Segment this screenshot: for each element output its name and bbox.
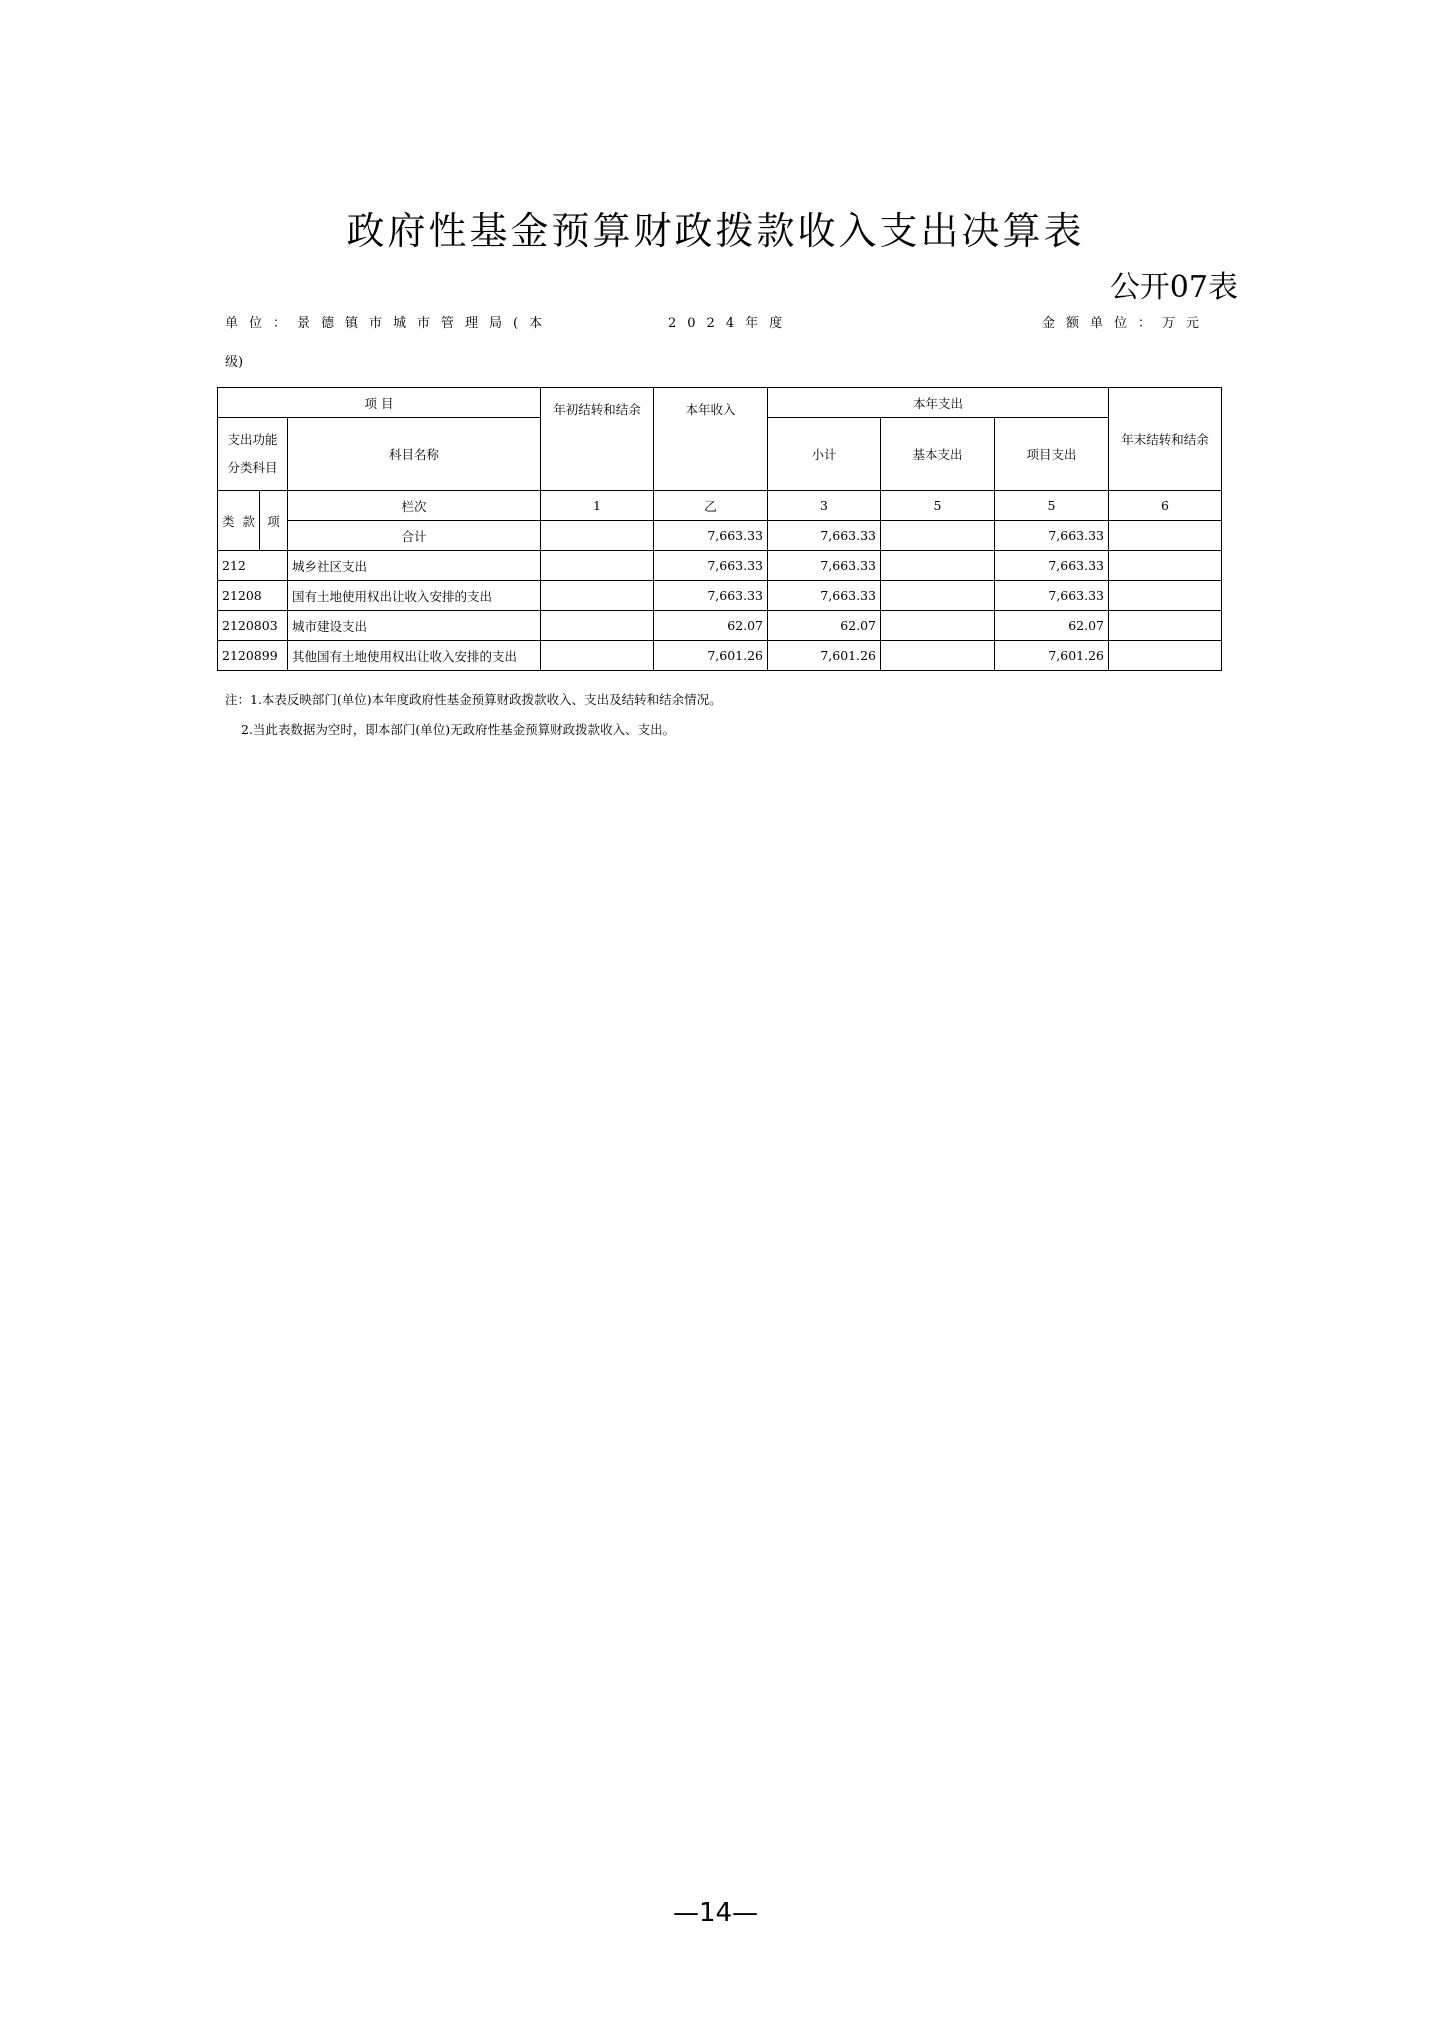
row-basic (881, 551, 995, 581)
unit-label-continued: 级) (225, 355, 244, 370)
row-subtotal: 7,601.26 (768, 641, 881, 671)
total-subtotal: 7,663.33 (768, 521, 881, 551)
header-lei: 类 (222, 513, 235, 529)
header-subject-name: 科目名称 (288, 418, 541, 491)
header-current-income: 本年收入 (654, 388, 768, 491)
row-name: 城市建设支出 (288, 611, 541, 641)
fiscal-year: 2024年度 (668, 316, 794, 331)
row-subtotal: 62.07 (768, 611, 881, 641)
total-label: 合计 (288, 521, 541, 551)
header-current-expenditure: 本年支出 (768, 388, 1109, 418)
total-opening (541, 521, 654, 551)
row-project: 7,663.33 (995, 581, 1109, 611)
row-closing (1109, 581, 1222, 611)
form-code: 公开07表 (1109, 270, 1238, 305)
header-lei-kuan (218, 491, 260, 551)
report-title: 政府性基金预算财政拨款收入支出决算表 (346, 209, 1085, 253)
col-num-2: 乙 (654, 491, 768, 521)
total-closing (1109, 521, 1222, 551)
row-code: 2120899 (218, 641, 288, 671)
table-notes (225, 685, 722, 745)
total-row (218, 521, 1222, 551)
col-num-1: 1 (541, 491, 654, 521)
header-func-class-line1: 支出功能 (227, 432, 278, 447)
row-name: 城乡社区支出 (288, 551, 541, 581)
header-column-index: 栏次 (288, 491, 541, 521)
total-basic (881, 521, 995, 551)
row-closing (1109, 641, 1222, 671)
header-project: 项 目 (218, 388, 541, 418)
row-income: 7,663.33 (654, 581, 768, 611)
header-kuan: 款 (242, 513, 255, 529)
note-1: 注：1.本表反映部门(单位)本年度政府性基金预算财政拨款收入、支出及结转和结余情况。 (225, 692, 722, 707)
header-opening-balance: 年初结转和结余 (541, 388, 654, 491)
header-row-1 (218, 388, 1222, 418)
row-basic (881, 581, 995, 611)
row-project: 7,663.33 (995, 551, 1109, 581)
budget-table (217, 387, 1222, 671)
header-closing-balance: 年末结转和结余 (1109, 388, 1222, 491)
header-xiang: 项 (260, 491, 288, 551)
col-num-5: 5 (995, 491, 1109, 521)
col-num-3: 3 (768, 491, 881, 521)
table-row (218, 641, 1222, 671)
row-code: 2120803 (218, 611, 288, 641)
header-func-class-line2: 分类科目 (227, 460, 278, 475)
row-subtotal: 7,663.33 (768, 581, 881, 611)
header-func-class (218, 418, 288, 491)
row-code: 212 (218, 551, 288, 581)
col-num-6: 6 (1109, 491, 1222, 521)
row-closing (1109, 551, 1222, 581)
row-basic (881, 641, 995, 671)
header-subtotal: 小计 (768, 418, 881, 491)
col-num-4: 5 (881, 491, 995, 521)
header-basic-expenditure: 基本支出 (881, 418, 995, 491)
table-row (218, 611, 1222, 641)
row-code: 21208 (218, 581, 288, 611)
row-opening (541, 641, 654, 671)
note-2: 2.当此表数据为空时，即本部门(单位)无政府性基金预算财政拨款收入、支出。 (241, 722, 676, 737)
table-row (218, 581, 1222, 611)
header-project-expenditure: 项目支出 (995, 418, 1109, 491)
table-row (218, 551, 1222, 581)
row-project: 7,601.26 (995, 641, 1109, 671)
row-basic (881, 611, 995, 641)
row-project: 62.07 (995, 611, 1109, 641)
page-number: —14— (672, 1898, 759, 1928)
total-income: 7,663.33 (654, 521, 768, 551)
row-name: 国有土地使用权出让收入安排的支出 (288, 581, 541, 611)
total-project: 7,663.33 (995, 521, 1109, 551)
row-income: 7,663.33 (654, 551, 768, 581)
row-income: 62.07 (654, 611, 768, 641)
amount-unit: 金额单位：万元 (1042, 316, 1211, 331)
row-closing (1109, 611, 1222, 641)
row-subtotal: 7,663.33 (768, 551, 881, 581)
row-opening (541, 551, 654, 581)
unit-label: 单位：景德镇市城市管理局(本 (225, 316, 554, 331)
row-income: 7,601.26 (654, 641, 768, 671)
row-opening (541, 611, 654, 641)
column-index-row (218, 491, 1222, 521)
row-opening (541, 581, 654, 611)
row-name: 其他国有土地使用权出让收入安排的支出 (288, 641, 541, 671)
